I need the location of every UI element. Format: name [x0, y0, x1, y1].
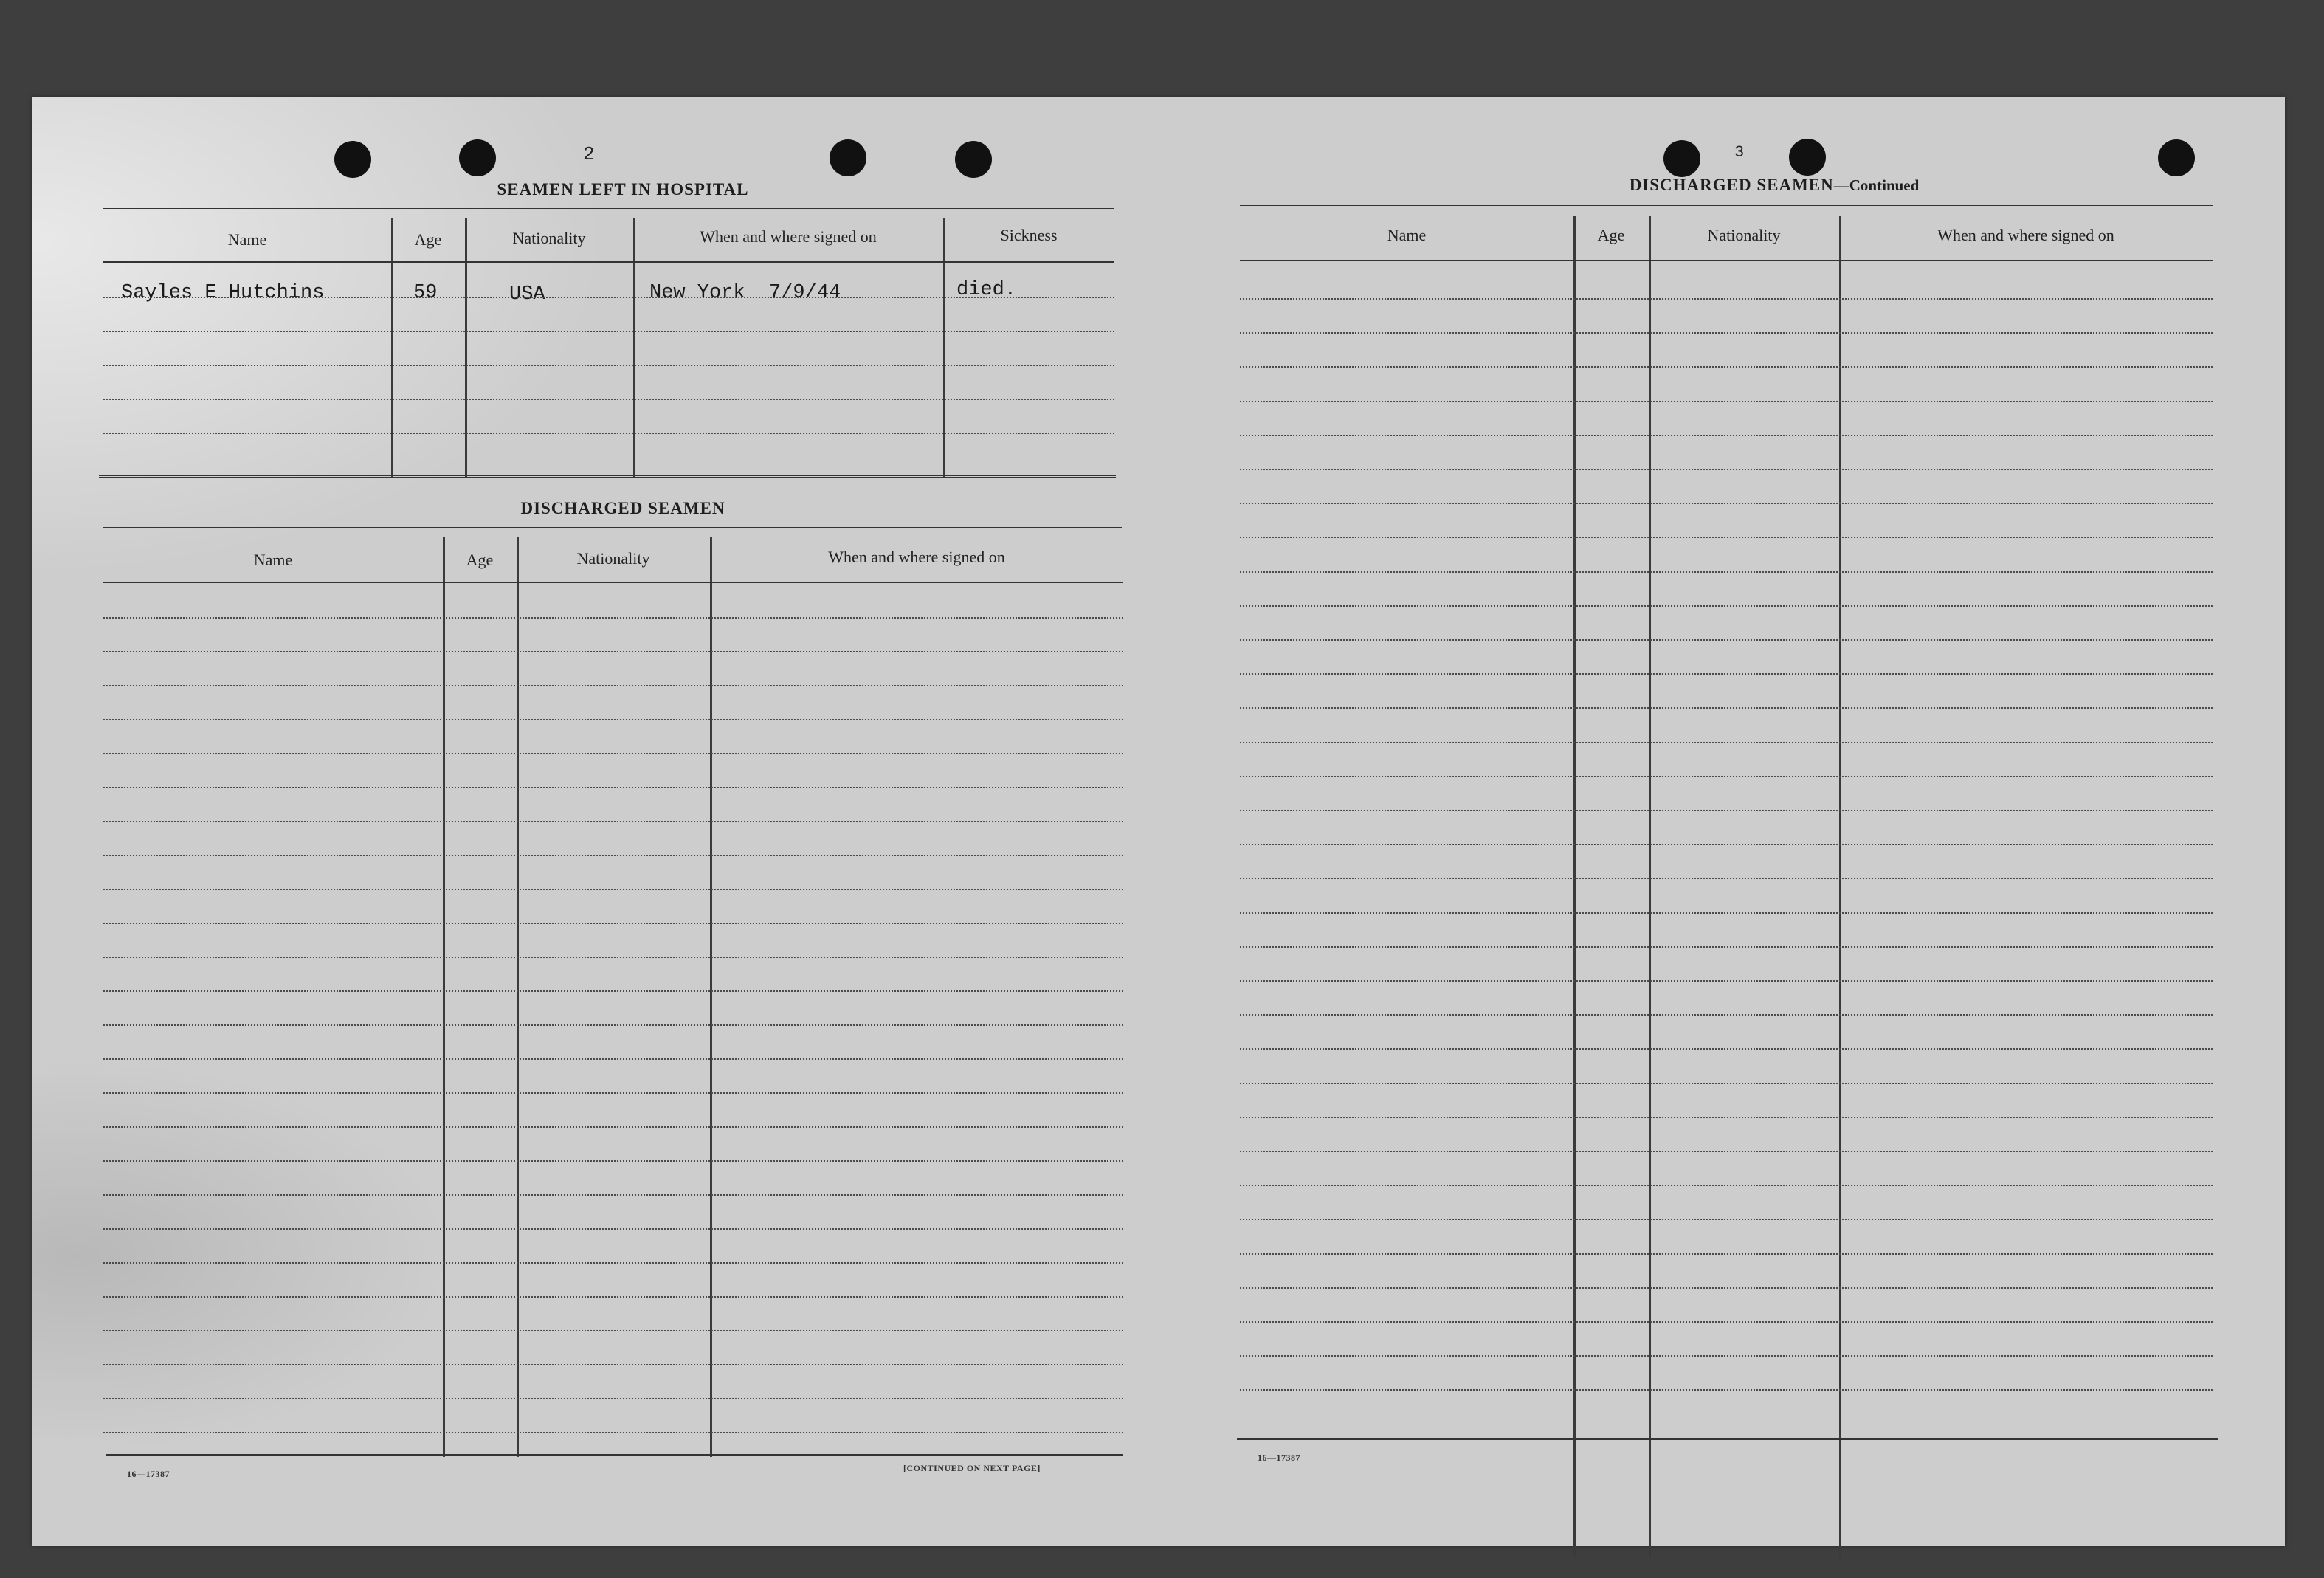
page-number: 2 — [583, 143, 595, 165]
ruled-row-line — [103, 433, 1114, 434]
col-header-signed-on: When and where signed on — [1937, 226, 2114, 244]
ruled-row-line — [103, 1024, 1123, 1026]
ruled-row-line — [103, 787, 1123, 788]
discharged-section-title: DISCHARGED SEAMEN — [520, 499, 725, 517]
ruled-row-line — [103, 923, 1123, 924]
ruled-row-line — [1240, 844, 2213, 845]
ruled-row-line — [1240, 1253, 2213, 1255]
ruled-row-line — [1240, 571, 2213, 573]
ruled-row-line — [103, 990, 1123, 992]
hospital-entry-nationality: USA — [509, 283, 545, 306]
ruled-row-line — [1240, 1389, 2213, 1391]
ruled-row-line — [1240, 1151, 2213, 1152]
ruled-row-line — [103, 617, 1123, 619]
ruled-row-line — [1240, 366, 2213, 368]
col-header-age: Age — [466, 551, 494, 569]
ruled-row-line — [103, 331, 1114, 332]
ruled-row-line — [1240, 1185, 2213, 1186]
punch-hole — [459, 139, 496, 176]
ruled-row-line — [1240, 742, 2213, 743]
ruled-row-line — [1240, 605, 2213, 607]
hospital-entry-age: 59 — [413, 282, 438, 304]
ruled-row-line — [103, 1126, 1123, 1128]
ruled-row-line — [1240, 1048, 2213, 1050]
ruled-row-line — [1240, 1117, 2213, 1118]
col-header-nationality: Nationality — [1707, 226, 1781, 244]
ruled-row-line — [103, 889, 1123, 890]
hospital-entry-sickness: died. — [956, 279, 1017, 301]
col-header-signed-on: When and where signed on — [700, 227, 877, 246]
ruled-row-line — [103, 1262, 1123, 1264]
ruled-row-line — [1240, 946, 2213, 948]
hospital-entry-signed-on: New York 7/9/44 — [649, 282, 841, 304]
ruled-row-line — [1240, 503, 2213, 504]
ruled-row-line — [103, 1160, 1123, 1162]
ruled-row-line — [1240, 980, 2213, 982]
hospital-entry-name: Sayles E Hutchins — [121, 282, 325, 304]
ruled-row-line — [1240, 810, 2213, 811]
ruled-row-line — [1240, 707, 2213, 709]
ruled-row-line — [1240, 912, 2213, 914]
ruled-row-line — [103, 651, 1123, 652]
ruled-row-line — [103, 1194, 1123, 1196]
ruled-row-line — [1240, 878, 2213, 879]
ruled-row-line — [103, 957, 1123, 958]
col-header-sickness: Sickness — [1000, 226, 1058, 244]
ruled-row-line — [103, 1296, 1123, 1298]
ruled-row-line — [103, 719, 1123, 720]
ruled-row-line — [1240, 1219, 2213, 1220]
ruled-row-line — [103, 685, 1123, 686]
ruled-row-line — [1240, 332, 2213, 334]
ruled-row-line — [1240, 1321, 2213, 1323]
ruled-row-line — [103, 1058, 1123, 1060]
punch-hole — [1789, 139, 1826, 176]
ruled-row-line — [1240, 401, 2213, 402]
ruled-row-line — [1240, 537, 2213, 538]
punch-hole — [334, 141, 371, 178]
ruled-row-line — [103, 297, 1114, 298]
ruled-row-line — [103, 1330, 1123, 1331]
ruled-row-line — [1240, 673, 2213, 675]
col-header-age: Age — [414, 230, 442, 249]
document-sheet — [32, 97, 2285, 1546]
ruled-row-line — [103, 1228, 1123, 1230]
col-header-nationality: Nationality — [576, 549, 650, 568]
continued-note: [CONTINUED ON NEXT PAGE] — [903, 1463, 1041, 1473]
ruled-row-line — [1240, 1287, 2213, 1289]
page-number: 3 — [1734, 143, 1745, 162]
ruled-row-line — [1240, 298, 2213, 300]
ruled-row-line — [1240, 1014, 2213, 1016]
ruled-row-line — [1240, 1083, 2213, 1084]
hospital-section-title: SEAMEN LEFT IN HOSPITAL — [497, 180, 749, 199]
col-header-name: Name — [253, 551, 293, 569]
ruled-row-line — [103, 365, 1114, 366]
punch-hole — [955, 141, 992, 178]
ruled-row-line — [103, 399, 1114, 400]
ruled-row-line — [103, 1432, 1123, 1433]
ruled-row-line — [103, 855, 1123, 856]
col-header-name: Name — [1387, 226, 1427, 244]
ruled-row-line — [1240, 776, 2213, 777]
form-number: 16—17387 — [127, 1469, 170, 1479]
col-header-name: Name — [227, 230, 267, 249]
ruled-row-line — [103, 821, 1123, 822]
ruled-row-line — [1240, 639, 2213, 641]
ruled-row-line — [103, 1364, 1123, 1365]
punch-hole — [2158, 139, 2195, 176]
hospital-top-rule — [103, 207, 1114, 212]
ruled-row-line — [103, 1092, 1123, 1094]
ruled-row-line — [1240, 435, 2213, 436]
punch-hole — [1663, 140, 1700, 177]
ruled-row-line — [103, 1398, 1123, 1399]
discharged-continued-title: DISCHARGED SEAMEN—Continued — [1629, 176, 1920, 194]
form-number: 16—17387 — [1258, 1453, 1300, 1463]
col-header-age: Age — [1597, 226, 1625, 244]
ruled-row-line — [1240, 1355, 2213, 1357]
col-header-signed-on: When and where signed on — [828, 548, 1005, 566]
ruled-row-line — [103, 753, 1123, 754]
ruled-row-line — [1240, 469, 2213, 470]
col-header-nationality: Nationality — [512, 229, 586, 247]
punch-hole — [830, 139, 866, 176]
